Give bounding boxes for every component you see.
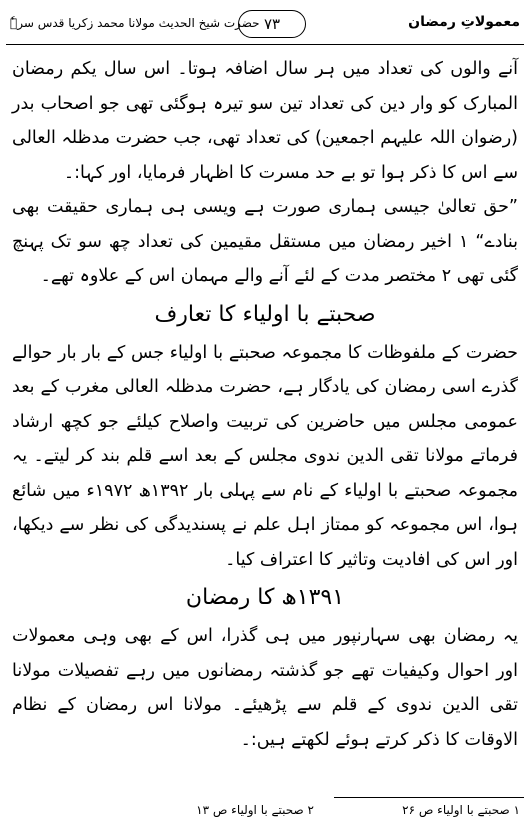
header-divider <box>6 44 524 45</box>
paragraph: ”حق تعالیٰ جیسی ہماری صورت ہے ویسی ہی ہماری حقیقت بھی بنادے“ ۱ اخیر رمضان میں مستقل مقیمین کی تعداد چھ سو تک پہنچ گئی تھی ۲ مختصر مدت کے لئے آنے والے مہمان اس کے علاوہ تھے۔ <box>12 197 518 286</box>
page-header <box>6 8 524 44</box>
book-title: معمولاتِ رمضان <box>408 14 520 30</box>
section-heading: ۱۳۹۱ھ کا رمضان <box>185 585 345 610</box>
author-line: حضرت شیخ الحدیث مولانا محمد زکریا قدس سرہٗ <box>10 16 260 30</box>
section-heading: صحبتے با اولیاء کا تعارف <box>154 301 376 327</box>
page-number: ۷۳ <box>238 10 306 38</box>
page-footer <box>6 793 524 827</box>
page-body <box>12 52 518 757</box>
footnote-divider <box>334 797 524 798</box>
footnote: ۲ صحبتے با اولیاء ص ۱۳ <box>196 803 314 817</box>
paragraph: آنے والوں کی تعداد میں ہر سال اضافہ ہوتا۔ اس سال یکم رمضان المبارک کو وار دین کی تعداد تین سو تیرہ ہوگئی تھی جو اصحاب بدر (رضوان اللہ علیہم اجمعین) کی تعداد تھی، جب حضرت مدظلہ العالی سے اس کا ذکر ہوا تو بے حد مسرت کا اظہار فرمایا، اور کہا:۔ <box>12 59 518 183</box>
paragraph: یہ رمضان بھی سہارنپور میں ہی گذرا، اس کے بھی وہی معمولات اور احوال وکیفیات تھے جو گذشتہ رمضانوں میں رہے تفصیلات مولانا تقی الدین ندوی کے قلم سے پڑھیئے۔ مولانا اس رمضان کے نظام الاوقات کا ذکر کرتے ہوئے لکھتے ہیں:۔ <box>12 626 518 750</box>
paragraph: حضرت کے ملفوظات کا مجموعہ صحبتے با اولیاء جس کے بار بار حوالے گذرے اسی رمضان کی یادگار ہے، حضرت مدظلہ العالی مغرب کے بعد عمومی مجلس میں حاضرین کی تربیت واصلاح کیلئے جو کچھ ارشاد فرماتے مولانا تقی الدین ندوی مجلس کے بعد اسے قلم بند کر لیتے۔ یہ مجموعہ صحبتے با اولیاء کے نام سے پہلی بار ۱۳۹۲ھ ۱۹۷۲ء میں شائع ہوا، اس مجموعہ کو ممتاز اہل علم نے پسندیدگی کی نظر سے دیکھا، اور اس کی افادیت وتاثیر کا اعتراف کیا۔ <box>12 342 518 570</box>
footnote: ۱ صحبتے با اولیاء ص ۲۶ <box>402 803 520 817</box>
